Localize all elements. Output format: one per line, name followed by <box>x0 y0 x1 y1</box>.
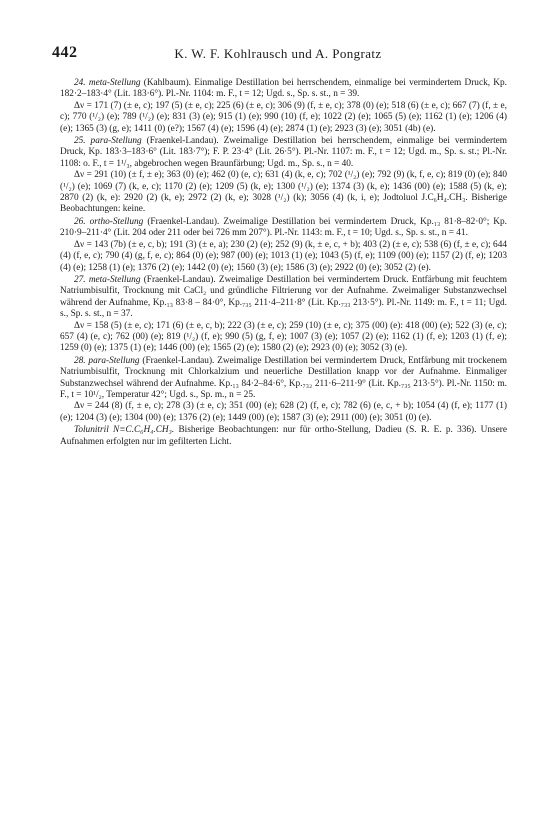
entry-28-title: 28. para-Stellung <box>74 355 140 366</box>
closing-title: Tolunitril N≡C.C₆H₄.CH₃. <box>74 425 175 436</box>
page-header <box>52 44 504 66</box>
entry-24-description: 24. meta-Stellung (Kahlbaum). Einmalige Destillation bei herrschendem, einmalige bei vermindertem Druck, Kp. 182·2–183·4° (Lit. 183·6°). Pl.-Nr. 1104: m. F., t = 12; Ugd. s., Sp. s. st., n = 39. <box>60 78 507 100</box>
entry-26-description: 26. ortho-Stellung (Fraenkel-Landau). Zweimalige Destillation bei vermindertem Druck, Kp.₁₃ 81·8–82·0°; Kp. 210·9–211·4° (Lit. 204 oder 211 oder bei 726 mm 207°). Pl.-Nr. 1143: m. F., t = 10; Ugd. s., Sp. s. st., n = 41. <box>60 216 507 239</box>
entry-27-description: 27. meta-Stellung (Fraenkel-Landau). Zweimalige Destillation bei vermindertem Druck. Entfärbung mit feuchtem Natriumbisulfit, Trocknung mit CaCl₂ und gründliche Filtrierung vor der Aufnahme. Zweimaliger Substanzwechsel während der Aufnahme, Kp.₁₃ 83·8 – 84·0°, Kp.₇₃₅ 211·4–211·8° (Lit. Kp.₇₃₃ 213·5°). Pl.-Nr. 1149: m. F., t = 11; Ugd. s., Sp. s. st., n = 37. <box>60 274 507 320</box>
entry-28-spectrum: Δν = 244 (8) (f, ± e, c); 278 (3) (± e, c); 351 (00) (e); 628 (2) (f, e, c); 782 (6) (e, c, + b); 1054 (4) (f, e); 1177 (1) (e); 1204 (3) (e); 1304 (00) (e); 1376 (2) (e); 1449 (00) (e); 1587 (3) (e); 2911 (00) (e); 3051 (0) (e). <box>60 401 507 423</box>
closing-paragraph <box>60 425 507 448</box>
entry-27-spectrum: Δν = 158 (5) (± e, c); 171 (6) (± e, c, b); 222 (3) (± e, c); 259 (10) (± e, c); 375 (00) (e): 418 (00) (e); 522 (3) (e, c); 657 (4) (e, c); 762 (00) (e); 819 (¹/₂) (f, e); 990 (5) (g, f, e); 1007 (3) (e); 1057 (2) (e); 1162 (1) (f, e); 1203 (1) (f, e); 1259 (0) (e); 1375 (1) (e); 1446 (00) (e); 1565 (2) (e); 1580 (2) (e); 2923 (0) (e); 3052 (3) (e). <box>60 320 507 354</box>
page-number: 442 <box>52 44 78 61</box>
entry-28-description: 28. para-Stellung (Fraenkel-Landau). Zweimalige Destillation bei vermindertem Druck, Entfärbung mit trockenem Natriumbisulfit, Trocknung mit Chlorkalzium und neuerliche Destillation knapp vor der Aufnahme. Einmaliger Substanzwechsel während der Aufnahme. Kp.₁₃ 84·2–84·6°, Kp.₇₃₂ 211·6–211·9° (Lit. Kp.₇₃₅ 213·5°). Pl.-Nr. 1150: m. F., t = 10¹/₂, Temperatur 42°; Ugd. s., Sp. m., n = 25. <box>60 355 507 400</box>
entry-24-spectrum: Δν = 171 (7) (± e, c); 197 (5) (± e, c); 225 (6) (± e, c); 306 (9) (f, ± e, c); 378 (0) (e); 518 (6) (± e, c); 667 (7) (f, ± e, c); 770 (¹/₂) (e); 789 (¹/₂) (e); 831 (3) (e); 915 (1) (e); 990 (10) (f, e); 1022 (2) (e); 1065 (5) (e); 1162 (1) (e); 1206 (4) (e); 1365 (3) (g, e); 1411 (0) (e?); 1567 (4) (e); 1596 (4) (e); 2874 (1) (e); 2923 (3) (e); 3051 (4b) (e). <box>60 100 507 134</box>
entry-25-description: 25. para-Stellung (Fraenkel-Landau). Zweimalige Destillation bei herrschendem, einmalige bei vermindertem Druck, Kp. 183·3–183·6° (Lit. 183·7°); F. P. 23·4° (Lit. 26·5°). Pl.-Nr. 1107: m. F., t = 12; Ugd. m., Sp. s. st.; Pl.-Nr. 1108: o. F., t = 1¹/₃, abgebrochen wegen Braunfärbung; Ugd. m., Sp. s., n = 40. <box>60 136 508 169</box>
entry-27-title: 27. meta-Stellung <box>74 274 141 285</box>
entry-26-title: 26. ortho-Stellung <box>74 216 144 227</box>
running-head: K. W. F. Kohlrausch und A. Pongratz <box>174 46 382 61</box>
entry-26-spectrum: Δν = 143 (7b) (± e, c, b); 191 (3) (± e, a); 230 (2) (e); 252 (9) (k, ± e, c, + b); 403 (2) (± e, c); 538 (6) (f, ± e, c); 644 (4) (f, e, c); 790 (4) (g, f, e, c); 864 (0) (e); 987 (00) (e); 1013 (1) (e); 1043 (5) (f, e); 1109 (00) (e); 1157 (2) (f, e); 1203 (4) (e); 1258 (1) (e); 1376 (2) (e); 1442 (0) (e); 1560 (3) (e); 1586 (3) (e); 2922 (0) (e); 3052 (2) (e). <box>60 239 507 273</box>
entry-25-spectrum: Δν = 291 (10) (± f, ± e); 363 (0) (e); 462 (0) (e, c); 631 (4) (k, e, c); 702 (¹/₂) (e); 792 (9) (k, f, e, c); 819 (0) (e); 840 (¹/₂) (e); 1069 (7) (k, e, c); 1170 (2) (e); 1209 (5) (k, e); 1300 (¹/₂) (e); 1374 (3) (k, e); 1436 (00) (e); 1588 (5) (k, e); 2870 (2) (k, e): 2920 (2) (k, e); 2972 (2) (k, e); 3028 (¹/₂) (k); 3056 (4) (k, i, e); Jodtoluol J.C₆H₄.CH₃. Bisherige Beobachtungen: keine. <box>60 170 507 215</box>
entry-25-title: 25. para-Stellung <box>74 136 142 147</box>
closing-text: Bisherige Beobachtungen: nur für ortho-Stellung, Dadieu (S. R. E. p. 336). Unsere Aufnahmen erfolgten nur im gefilterten Licht. <box>60 425 508 447</box>
body-text <box>60 78 507 448</box>
entry-24-title: 24. meta-Stellung <box>74 78 141 88</box>
